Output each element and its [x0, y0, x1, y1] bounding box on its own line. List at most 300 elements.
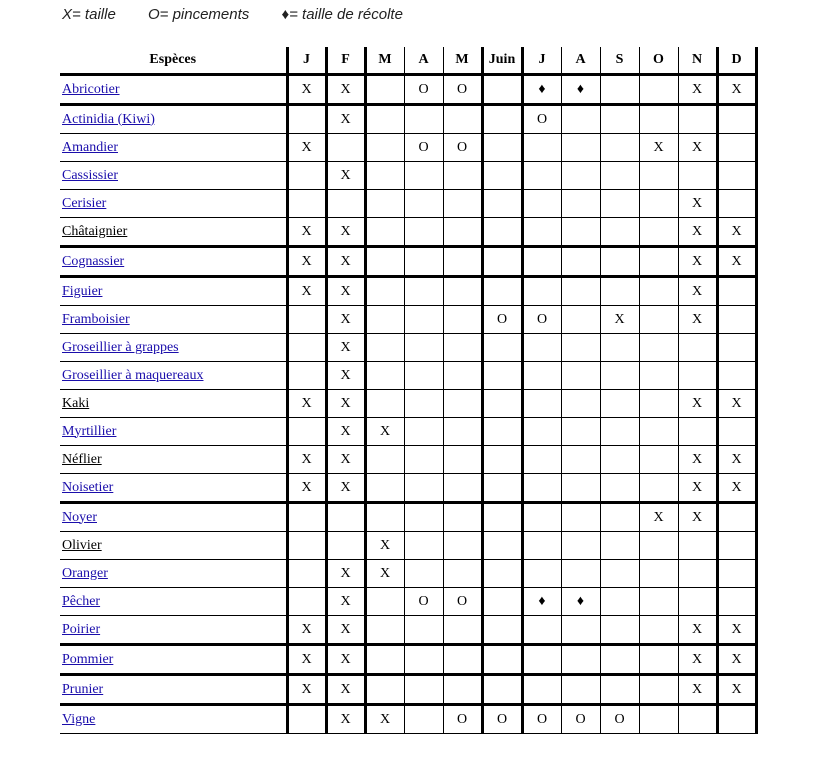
month-cell: [561, 190, 600, 218]
month-cell: [561, 390, 600, 418]
species-link[interactable]: Groseillier à maquereaux: [62, 367, 204, 383]
month-cell: [561, 675, 600, 705]
month-cell: [561, 560, 600, 588]
species-link[interactable]: Cerisier: [62, 195, 107, 211]
table-row: [60, 75, 756, 105]
month-cell: X: [287, 675, 326, 705]
species-link[interactable]: Groseillier à grappes: [62, 339, 179, 355]
month-cell: [600, 247, 639, 277]
month-cell: [561, 503, 600, 532]
month-cell: [639, 162, 678, 190]
month-cell: [639, 560, 678, 588]
month-cell: [443, 105, 482, 134]
month-cell: [717, 277, 756, 306]
header-month-3: A: [404, 47, 443, 75]
month-cell: [639, 446, 678, 474]
month-cell: [287, 588, 326, 616]
month-cell: X: [326, 418, 365, 446]
month-cell: [600, 162, 639, 190]
month-cell: [522, 162, 561, 190]
month-cell: X: [678, 247, 717, 277]
month-cell: [717, 362, 756, 390]
month-cell: O: [522, 105, 561, 134]
month-cell: [561, 105, 600, 134]
month-cell: [600, 334, 639, 362]
header-month-1: F: [326, 47, 365, 75]
month-cell: X: [287, 134, 326, 162]
table-row: [60, 190, 756, 218]
month-cell: O: [443, 588, 482, 616]
month-cell: [678, 418, 717, 446]
month-cell: X: [326, 162, 365, 190]
month-cell: [404, 362, 443, 390]
month-cell: [639, 362, 678, 390]
species-link[interactable]: Noyer: [62, 509, 97, 525]
month-cell: [365, 503, 404, 532]
month-cell: [639, 588, 678, 616]
month-cell: [404, 532, 443, 560]
month-cell: X: [326, 334, 365, 362]
month-cell: [561, 134, 600, 162]
species-cell: [60, 334, 287, 362]
month-cell: [443, 503, 482, 532]
month-cell: [443, 645, 482, 675]
month-cell: O: [443, 705, 482, 734]
month-cell: [600, 532, 639, 560]
month-cell: O: [443, 75, 482, 105]
table-row: [60, 503, 756, 532]
species-link[interactable]: Vigne: [62, 711, 96, 727]
month-cell: X: [678, 390, 717, 418]
month-cell: [600, 675, 639, 705]
month-cell: [482, 190, 522, 218]
month-cell: [717, 418, 756, 446]
month-cell: O: [404, 134, 443, 162]
month-cell: [522, 418, 561, 446]
month-cell: [287, 418, 326, 446]
month-cell: [600, 588, 639, 616]
month-cell: O: [561, 705, 600, 734]
month-cell: [717, 560, 756, 588]
month-cell: [600, 218, 639, 247]
month-cell: O: [443, 134, 482, 162]
month-cell: [443, 362, 482, 390]
month-cell: X: [365, 560, 404, 588]
table-row: [60, 705, 756, 734]
month-cell: [365, 474, 404, 503]
species-link[interactable]: Cassissier: [62, 167, 118, 183]
month-cell: [443, 390, 482, 418]
month-cell: X: [717, 75, 756, 105]
month-cell: X: [326, 247, 365, 277]
month-cell: X: [326, 277, 365, 306]
month-cell: [443, 560, 482, 588]
month-cell: [287, 362, 326, 390]
month-cell: [287, 705, 326, 734]
species-cell: [60, 675, 287, 705]
species-cell: [60, 134, 287, 162]
month-cell: X: [678, 134, 717, 162]
month-cell: [639, 105, 678, 134]
month-cell: [561, 474, 600, 503]
month-cell: X: [717, 446, 756, 474]
month-cell: O: [404, 588, 443, 616]
table-row: [60, 588, 756, 616]
header-month-11: D: [717, 47, 756, 75]
month-cell: [639, 705, 678, 734]
month-cell: O: [482, 306, 522, 334]
month-cell: [443, 446, 482, 474]
month-cell: X: [678, 446, 717, 474]
month-cell: [482, 645, 522, 675]
table-body: [60, 75, 756, 734]
month-cell: [365, 190, 404, 218]
month-cell: X: [287, 446, 326, 474]
header-especes: Espèces: [60, 47, 287, 75]
month-cell: [443, 334, 482, 362]
month-cell: [404, 306, 443, 334]
species-name: Châtaignier: [62, 223, 128, 239]
species-cell: [60, 588, 287, 616]
month-cell: X: [365, 705, 404, 734]
month-cell: [522, 532, 561, 560]
species-link[interactable]: Pêcher: [62, 593, 101, 609]
month-cell: [639, 474, 678, 503]
month-cell: [404, 675, 443, 705]
month-cell: [600, 474, 639, 503]
month-cell: [639, 190, 678, 218]
month-cell: [639, 334, 678, 362]
species-cell: [60, 474, 287, 503]
month-cell: X: [365, 532, 404, 560]
month-cell: X: [639, 134, 678, 162]
month-cell: [404, 503, 443, 532]
month-cell: [522, 334, 561, 362]
species-cell: [60, 105, 287, 134]
month-cell: [600, 503, 639, 532]
month-cell: [365, 390, 404, 418]
table-row: [60, 306, 756, 334]
species-link[interactable]: Poirier: [62, 621, 101, 637]
month-cell: [600, 446, 639, 474]
month-cell: [287, 503, 326, 532]
species-link[interactable]: Abricotier: [62, 81, 120, 97]
month-cell: [678, 705, 717, 734]
legend-taille: X= taille: [62, 6, 116, 23]
month-cell: [717, 306, 756, 334]
month-cell: [482, 560, 522, 588]
month-cell: [522, 616, 561, 645]
month-cell: [639, 532, 678, 560]
month-cell: O: [482, 705, 522, 734]
month-cell: [404, 218, 443, 247]
month-cell: [561, 418, 600, 446]
month-cell: X: [717, 616, 756, 645]
month-cell: X: [678, 75, 717, 105]
month-cell: [600, 190, 639, 218]
month-cell: [522, 503, 561, 532]
month-cell: [443, 218, 482, 247]
month-cell: [639, 418, 678, 446]
month-cell: X: [678, 645, 717, 675]
month-cell: X: [717, 645, 756, 675]
month-cell: [365, 105, 404, 134]
month-cell: X: [717, 247, 756, 277]
month-cell: [287, 560, 326, 588]
month-cell: [600, 560, 639, 588]
pruning-calendar-table: [60, 47, 758, 734]
table-row: [60, 362, 756, 390]
month-cell: [482, 532, 522, 560]
month-cell: [600, 390, 639, 418]
month-cell: [600, 616, 639, 645]
legend-recolte: ♦= taille de récolte: [281, 6, 403, 23]
month-cell: [639, 75, 678, 105]
species-link[interactable]: Pommier: [62, 651, 114, 667]
species-cell: [60, 446, 287, 474]
month-cell: X: [287, 645, 326, 675]
month-cell: [287, 162, 326, 190]
month-cell: [482, 390, 522, 418]
month-cell: [600, 75, 639, 105]
species-cell: [60, 532, 287, 560]
month-cell: [482, 218, 522, 247]
header-month-6: J: [522, 47, 561, 75]
month-cell: X: [717, 218, 756, 247]
month-cell: [404, 334, 443, 362]
month-cell: [600, 418, 639, 446]
month-cell: [600, 362, 639, 390]
month-cell: [717, 588, 756, 616]
header-month-9: O: [639, 47, 678, 75]
month-cell: [365, 75, 404, 105]
month-cell: [326, 134, 365, 162]
month-cell: [639, 675, 678, 705]
table-row: [60, 105, 756, 134]
month-cell: [443, 277, 482, 306]
legend-pincements: O= pincements: [147, 6, 250, 23]
month-cell: [717, 162, 756, 190]
table-row: [60, 675, 756, 705]
month-cell: [404, 645, 443, 675]
month-cell: X: [717, 474, 756, 503]
month-cell: [522, 277, 561, 306]
month-cell: [443, 418, 482, 446]
month-cell: X: [326, 362, 365, 390]
month-cell: X: [678, 616, 717, 645]
month-cell: X: [326, 75, 365, 105]
species-cell: [60, 277, 287, 306]
month-cell: X: [678, 675, 717, 705]
month-cell: [287, 334, 326, 362]
month-cell: X: [678, 277, 717, 306]
species-cell: [60, 390, 287, 418]
month-cell: X: [600, 306, 639, 334]
month-cell: [639, 218, 678, 247]
month-cell: ♦: [522, 75, 561, 105]
month-cell: [287, 306, 326, 334]
month-cell: [717, 334, 756, 362]
table-row: [60, 474, 756, 503]
month-cell: [482, 474, 522, 503]
month-cell: [561, 446, 600, 474]
header-month-0: J: [287, 47, 326, 75]
month-cell: [561, 218, 600, 247]
month-cell: X: [326, 588, 365, 616]
month-cell: X: [678, 474, 717, 503]
month-cell: [678, 532, 717, 560]
month-cell: [365, 645, 404, 675]
month-cell: [482, 418, 522, 446]
month-cell: O: [404, 75, 443, 105]
species-cell: [60, 247, 287, 277]
month-cell: [326, 532, 365, 560]
month-cell: [482, 162, 522, 190]
table-row: [60, 418, 756, 446]
month-cell: [404, 390, 443, 418]
month-cell: [561, 645, 600, 675]
month-cell: [639, 277, 678, 306]
month-cell: [482, 503, 522, 532]
month-cell: [482, 675, 522, 705]
month-cell: [326, 503, 365, 532]
month-cell: [600, 134, 639, 162]
month-cell: [404, 105, 443, 134]
table-row: [60, 134, 756, 162]
month-cell: X: [287, 247, 326, 277]
month-cell: [365, 446, 404, 474]
month-cell: [522, 446, 561, 474]
month-cell: [522, 474, 561, 503]
month-cell: ♦: [561, 588, 600, 616]
month-cell: O: [522, 705, 561, 734]
species-cell: [60, 645, 287, 675]
month-cell: [326, 190, 365, 218]
species-link[interactable]: Amandier: [62, 139, 118, 155]
month-cell: X: [717, 390, 756, 418]
month-cell: [639, 390, 678, 418]
species-link[interactable]: Framboisier: [62, 311, 130, 327]
month-cell: [365, 218, 404, 247]
month-cell: X: [678, 306, 717, 334]
month-cell: [717, 705, 756, 734]
month-cell: [639, 247, 678, 277]
month-cell: X: [326, 560, 365, 588]
month-cell: [678, 560, 717, 588]
month-cell: [482, 134, 522, 162]
month-cell: [717, 503, 756, 532]
month-cell: X: [717, 675, 756, 705]
month-cell: [522, 247, 561, 277]
month-cell: [404, 560, 443, 588]
header-row: [60, 47, 756, 75]
species-cell: [60, 705, 287, 734]
month-cell: ♦: [561, 75, 600, 105]
month-cell: [443, 162, 482, 190]
month-cell: X: [287, 75, 326, 105]
header-month-7: A: [561, 47, 600, 75]
table-row: [60, 645, 756, 675]
month-cell: [482, 616, 522, 645]
month-cell: X: [678, 190, 717, 218]
month-cell: X: [678, 218, 717, 247]
month-cell: X: [326, 474, 365, 503]
month-cell: [600, 277, 639, 306]
month-cell: [404, 277, 443, 306]
month-cell: [404, 190, 443, 218]
month-cell: X: [326, 218, 365, 247]
month-cell: [561, 162, 600, 190]
month-cell: X: [326, 616, 365, 645]
month-cell: X: [365, 418, 404, 446]
species-link[interactable]: Noisetier: [62, 479, 114, 495]
month-cell: [522, 645, 561, 675]
month-cell: [482, 334, 522, 362]
species-cell: [60, 190, 287, 218]
month-cell: [561, 616, 600, 645]
month-cell: [600, 645, 639, 675]
month-cell: [287, 190, 326, 218]
month-cell: [678, 162, 717, 190]
table-row: [60, 247, 756, 277]
month-cell: [482, 247, 522, 277]
month-cell: [482, 105, 522, 134]
species-cell: [60, 616, 287, 645]
month-cell: [639, 645, 678, 675]
month-cell: [443, 616, 482, 645]
month-cell: [443, 190, 482, 218]
species-link[interactable]: Myrtillier: [62, 423, 117, 439]
species-link[interactable]: Oranger: [62, 565, 108, 581]
month-cell: [639, 306, 678, 334]
species-cell: [60, 306, 287, 334]
month-cell: X: [287, 474, 326, 503]
table-row: [60, 446, 756, 474]
month-cell: [365, 247, 404, 277]
month-cell: [639, 616, 678, 645]
month-cell: [404, 418, 443, 446]
month-cell: [365, 334, 404, 362]
month-cell: [678, 588, 717, 616]
species-link[interactable]: Figuier: [62, 283, 103, 299]
month-cell: [365, 306, 404, 334]
month-cell: [717, 532, 756, 560]
species-link[interactable]: Prunier: [62, 681, 104, 697]
month-cell: [365, 277, 404, 306]
month-cell: [522, 218, 561, 247]
month-cell: [404, 705, 443, 734]
month-cell: [365, 162, 404, 190]
month-cell: [717, 105, 756, 134]
month-cell: [561, 306, 600, 334]
table-row: [60, 390, 756, 418]
month-cell: X: [326, 390, 365, 418]
month-cell: [482, 588, 522, 616]
species-link[interactable]: Actinidia (Kiwi): [62, 111, 155, 127]
month-cell: X: [326, 306, 365, 334]
month-cell: O: [600, 705, 639, 734]
table-row: [60, 616, 756, 645]
table-row: [60, 162, 756, 190]
header-month-5: Juin: [482, 47, 522, 75]
species-name: Kaki: [62, 395, 90, 411]
species-link[interactable]: Cognassier: [62, 253, 125, 269]
month-cell: [443, 532, 482, 560]
month-cell: [404, 616, 443, 645]
month-cell: [287, 105, 326, 134]
header-month-4: M: [443, 47, 482, 75]
month-cell: [365, 675, 404, 705]
